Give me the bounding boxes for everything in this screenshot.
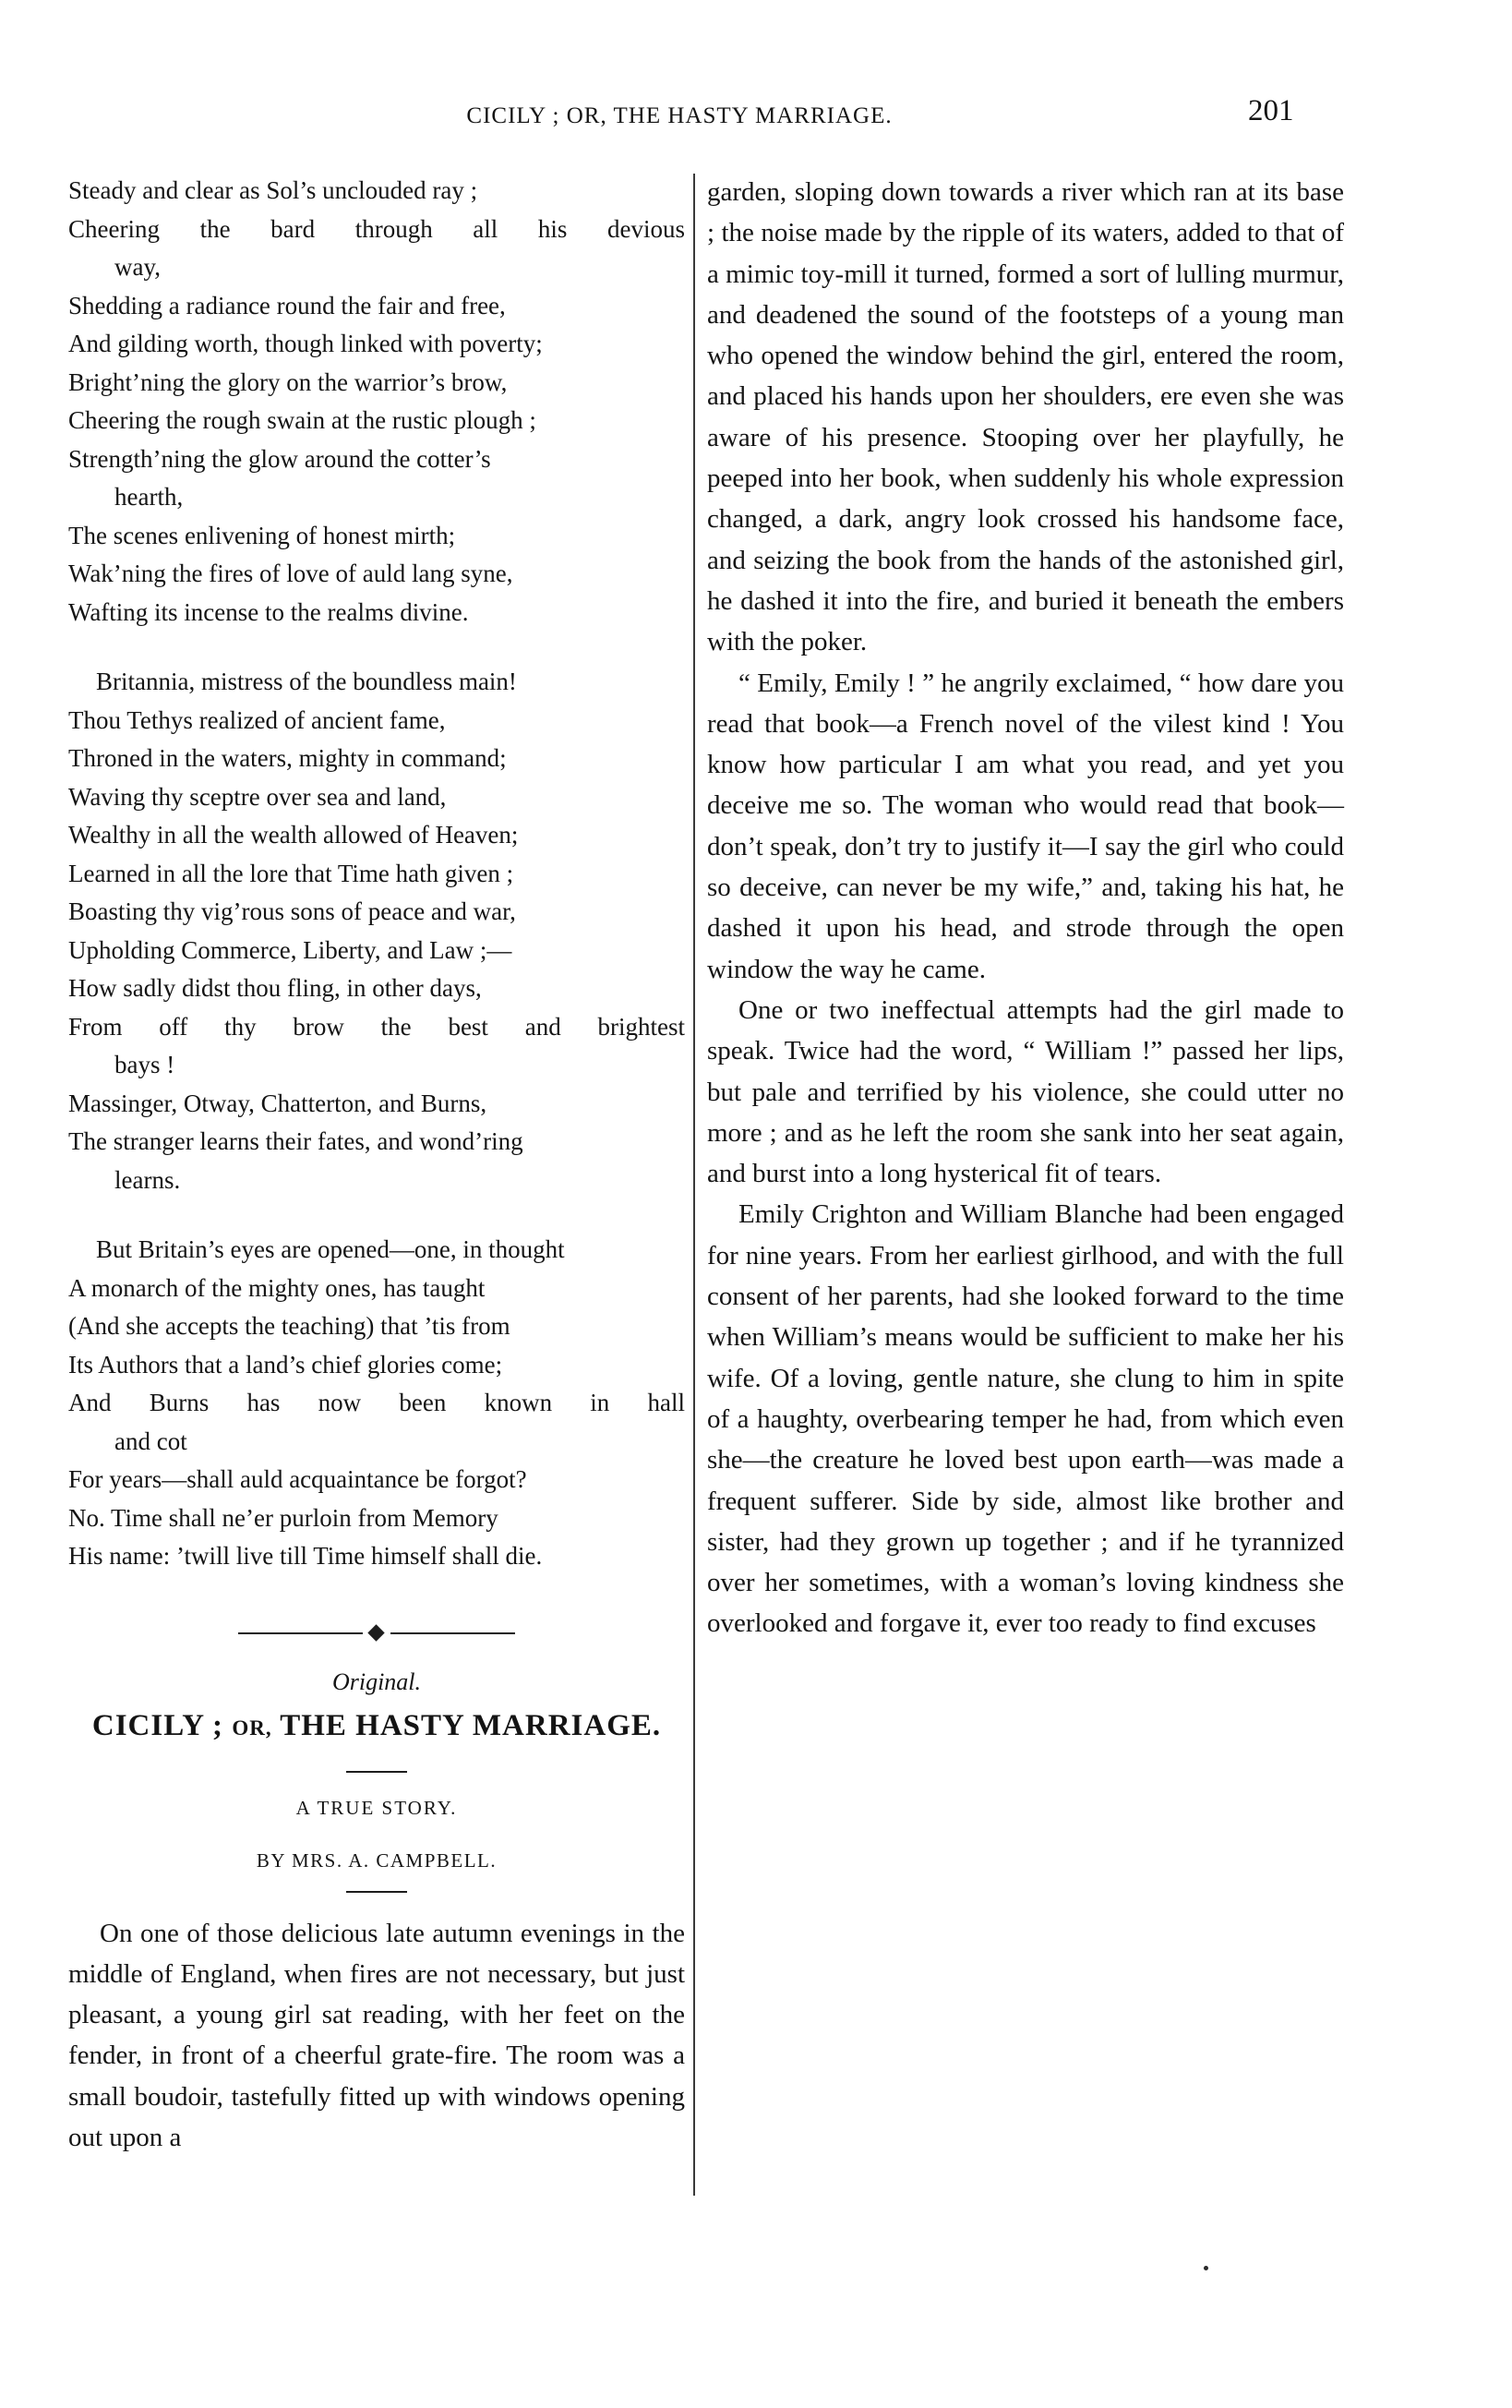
page-number: 201 bbox=[1248, 94, 1294, 127]
poem-line: No. Time shall ne’er purloin from Memory bbox=[68, 1503, 498, 1532]
story-text-right bbox=[707, 172, 1344, 1644]
section-ornament bbox=[238, 1624, 515, 1643]
poem-line: Steady and clear as Sol’s unclouded ray ; bbox=[68, 176, 478, 204]
poem-line: Shedding a radiance round the fair and free, bbox=[68, 291, 506, 319]
poem-line: Strength’ning the glow around the cotter’s bbox=[68, 444, 491, 473]
poem-stanza-2 bbox=[68, 663, 685, 1199]
poem-line: bays ! bbox=[114, 1051, 175, 1078]
poem-line: hearth, bbox=[114, 483, 184, 511]
story-paragraph: garden, sloping down towards a river which ran at its base ; the noise made by the ripple of its waters, added to that of a mimic toy-mill it turned, formed a sort of lulling murmur, and deadened the sound of the footsteps of a young man who opened the window behind the girl, entered the room, and placed his hands upon her shoulders, ere even she was aware of his presence. Stooping over her playfully, he peeped into her book, when suddenly his whole expression changed, a dark, angry look crossed his handsome face, and seizing the book from the hands of the astonished girl, he dashed it into the fire, and buried it beneath the embers with the poker. bbox=[707, 177, 1344, 657]
ornament-rule-left bbox=[238, 1632, 363, 1634]
story-text-left bbox=[68, 1913, 685, 2159]
story-title bbox=[68, 1709, 685, 1743]
story-paragraph: On one of those delicious late autumn evenings in the middle of England, when fires are not necessary, but just pleasant, a young girl sat reading, with her feet on the fender, in front of a cheerful grate-fire. The room was a small boudoir, tastefully fitted up with windows opening out upon a bbox=[68, 1918, 685, 2152]
ornament-rule-right bbox=[390, 1632, 515, 1634]
running-title: CICILY ; OR, THE HASTY MARRIAGE. bbox=[466, 103, 893, 128]
poem-line: learns. bbox=[114, 1165, 181, 1194]
poem-line: From off thy brow the best and brightest bbox=[68, 1012, 685, 1041]
poem-line: The stranger learns their fates, and wond’ring bbox=[68, 1127, 523, 1155]
poem-line: Wealthy in all the wealth allowed of Heaven; bbox=[68, 821, 519, 849]
poem-line: and cot bbox=[114, 1427, 187, 1455]
poem-line: For years—shall auld acquaintance be forgot? bbox=[68, 1465, 527, 1493]
poem-line: Wafting its incense to the realms divine. bbox=[68, 597, 469, 626]
poem-line: Cheering the bard through all his devious bbox=[68, 214, 685, 243]
story-title-rest: THE HASTY MARRIAGE. bbox=[280, 1708, 662, 1742]
poem-line: way, bbox=[114, 253, 161, 281]
story-paragraph: “ Emily, Emily ! ” he angrily exclaimed, “ how dare you read that book—a French novel of the vilest kind ! You know how particular I am what you read, and yet you deceive me so. The woman who would read that book—don’t speak, don’t try to justify it—I say the girl who could so deceive, can never be my wife,” and, taking his hat, he dashed it upon his head, and strode through the open window the way he came. bbox=[707, 668, 1344, 984]
poem-line: And Burns has now been known in hall bbox=[68, 1389, 685, 1416]
poem-line: (And she accepts the teaching) that ’tis from bbox=[68, 1312, 510, 1340]
story-subtitle: A TRUE STORY. bbox=[295, 1796, 458, 1819]
byline-rule bbox=[346, 1891, 407, 1893]
poem-line: Upholding Commerce, Liberty, and Law ;— bbox=[68, 935, 512, 964]
poem-line: How sadly didst thou fling, in other days, bbox=[68, 974, 482, 1002]
left-column bbox=[68, 172, 685, 2158]
poem-line: A monarch of the mighty ones, has taught bbox=[68, 1273, 486, 1302]
poem-line: Throned in the waters, mighty in command; bbox=[68, 744, 507, 772]
story-paragraph: One or two ineffectual attempts had the girl made to speak. Twice had the word, “ William !” passed her lips, but pale and terrified by his violence, she could utter no more ; and as he left the room she sank into her seat again, and burst into a long hysterical fit of tears. bbox=[707, 994, 1344, 1189]
poem-line: Boasting thy vig’rous sons of peace and war, bbox=[68, 897, 516, 925]
poem-line: Massinger, Otway, Chatterton, and Burns, bbox=[68, 1089, 487, 1117]
poem-line: Britannia, mistress of the boundless main! bbox=[96, 668, 517, 695]
title-rule bbox=[346, 1771, 407, 1773]
poem-line: But Britain’s eyes are opened—one, in thought bbox=[96, 1235, 565, 1263]
poem-stanza-1 bbox=[68, 172, 685, 632]
poem-line: Bright’ning the glory on the warrior’s brow, bbox=[68, 367, 508, 396]
poem-line: And gilding worth, though linked with poverty; bbox=[68, 330, 543, 357]
poem-stanza-3 bbox=[68, 1231, 685, 1576]
story-byline: BY MRS. A. CAMPBELL. bbox=[256, 1848, 498, 1872]
ornament-diamond-icon bbox=[367, 1624, 384, 1641]
original-label: Original. bbox=[331, 1668, 422, 1695]
poem-line: Waving thy sceptre over sea and land, bbox=[68, 782, 447, 811]
poem-line: The scenes enlivening of honest mirth; bbox=[68, 521, 456, 549]
poem-line: Its Authors that a land’s chief glories come; bbox=[68, 1350, 503, 1379]
story-paragraph: Emily Crighton and William Blanche had been engaged for nine years. From her earliest girlhood, and with the full consent of her parents, had she looked forward to the time when William’s means would be sufficient to make her his wife. Of a loving, gentle nature, she clung to him in spite of a haughty, overbearing temper he had, from which even she—the creature he loved best upon earth—was made a frequent sufferer. Side by side, almost like brother and sister, had they grown up together ; and if he tyrannized over her sometimes, with a woman’s loving kindness she overlooked and forgave it, ever too ready to find excuses bbox=[707, 1199, 1344, 1639]
column-divider bbox=[693, 174, 695, 2196]
ink-speck bbox=[1204, 2266, 1208, 2270]
poem-line: His name: ’twill live till Time himself shall die. bbox=[68, 1542, 543, 1570]
right-column bbox=[707, 172, 1344, 1644]
story-title-or: OR, bbox=[232, 1716, 272, 1740]
poem-line: Cheering the rough swain at the rustic plough ; bbox=[68, 406, 536, 434]
poem-line: Thou Tethys realized of ancient fame, bbox=[68, 705, 446, 734]
story-title-main: CICILY ; bbox=[91, 1708, 224, 1742]
poem-line: Wak’ning the fires of love of auld lang syne, bbox=[68, 560, 513, 587]
poem-line: Learned in all the lore that Time hath given ; bbox=[68, 859, 514, 887]
